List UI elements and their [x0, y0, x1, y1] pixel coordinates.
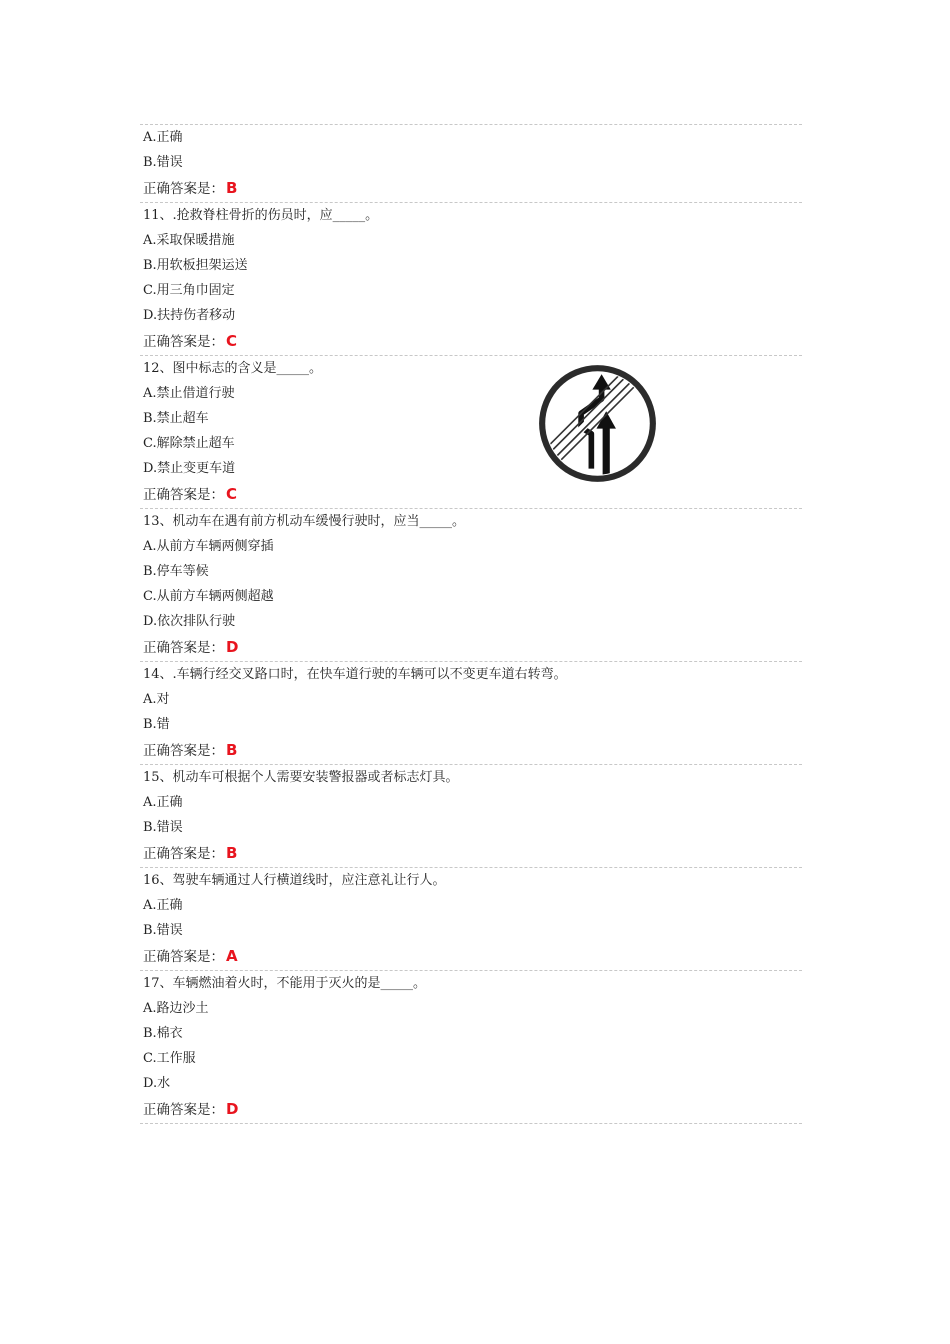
option-d: D.依次排队行驶 [143, 614, 236, 629]
separator [140, 661, 802, 662]
answer-label: 正确答案是： [143, 487, 224, 503]
option-b: B.错 [143, 717, 170, 732]
answer-letter: B [226, 844, 238, 862]
answer-line [143, 945, 238, 967]
option-d: D.水 [143, 1076, 171, 1091]
option-c: C.解除禁止超车 [143, 436, 235, 451]
answer-letter: B [226, 179, 238, 197]
option-a: A.对 [143, 692, 170, 707]
question-title: 12、图中标志的含义是_____。 [143, 361, 323, 376]
option-a: A.正确 [143, 130, 183, 145]
separator [140, 867, 802, 868]
answer-line [143, 1098, 238, 1120]
option-b: B.错误 [143, 155, 183, 170]
separator [140, 355, 802, 356]
separator [140, 508, 802, 509]
option-a: A.禁止借道行驶 [143, 386, 235, 401]
option-d: D.扶持伤者移动 [143, 308, 236, 323]
answer-label: 正确答案是： [143, 949, 224, 965]
answer-line [143, 636, 238, 658]
answer-letter: D [226, 638, 239, 656]
answer-letter: C [226, 485, 238, 503]
question-title: 13、机动车在遇有前方机动车缓慢行驶时，应当_____。 [143, 514, 466, 529]
answer-label: 正确答案是： [143, 640, 224, 656]
separator [140, 764, 802, 765]
option-c: C.用三角巾固定 [143, 283, 235, 298]
answer-label: 正确答案是： [143, 181, 224, 197]
option-d: D.禁止变更车道 [143, 461, 236, 476]
answer-label: 正确答案是： [143, 1102, 224, 1118]
separator [140, 1123, 802, 1124]
end-of-no-overtaking-sign-icon [536, 362, 659, 485]
answer-label: 正确答案是： [143, 846, 224, 862]
separator [140, 202, 802, 203]
option-a: A.采取保暖措施 [143, 233, 235, 248]
question-title: 17、车辆燃油着火时，不能用于灭火的是_____。 [143, 976, 427, 991]
option-c: C.工作服 [143, 1051, 196, 1066]
option-b: B.停车等候 [143, 564, 209, 579]
option-a: A.从前方车辆两侧穿插 [143, 539, 274, 554]
question-title: 11、.抢救脊柱骨折的伤员时，应_____。 [143, 208, 379, 223]
answer-letter: B [226, 741, 238, 759]
answer-letter: C [226, 332, 238, 350]
answer-line [143, 330, 237, 352]
question-title: 15、机动车可根据个人需要安装警报器或者标志灯具。 [143, 770, 459, 785]
option-b: B.错误 [143, 923, 183, 938]
separator [140, 124, 802, 125]
option-b: B.用软板担架运送 [143, 258, 248, 273]
option-b: B.错误 [143, 820, 183, 835]
answer-line [143, 177, 237, 199]
option-b: B.棉衣 [143, 1026, 183, 1041]
option-b: B.禁止超车 [143, 411, 209, 426]
separator [140, 970, 802, 971]
answer-letter: A [226, 947, 238, 965]
answer-label: 正确答案是： [143, 334, 224, 350]
question-title: 16、驾驶车辆通过人行横道线时，应注意礼让行人。 [143, 873, 446, 888]
question-title: 14、.车辆行经交叉路口时，在快车道行驶的车辆可以不变更车道右转弯。 [143, 667, 567, 682]
option-c: C.从前方车辆两侧超越 [143, 589, 274, 604]
option-a: A.正确 [143, 795, 183, 810]
answer-letter: D [226, 1100, 239, 1118]
option-a: A.正确 [143, 898, 183, 913]
answer-label: 正确答案是： [143, 743, 224, 759]
answer-line [143, 842, 237, 864]
answer-line [143, 739, 237, 761]
answer-line [143, 483, 237, 505]
option-a: A.路边沙土 [143, 1001, 209, 1016]
